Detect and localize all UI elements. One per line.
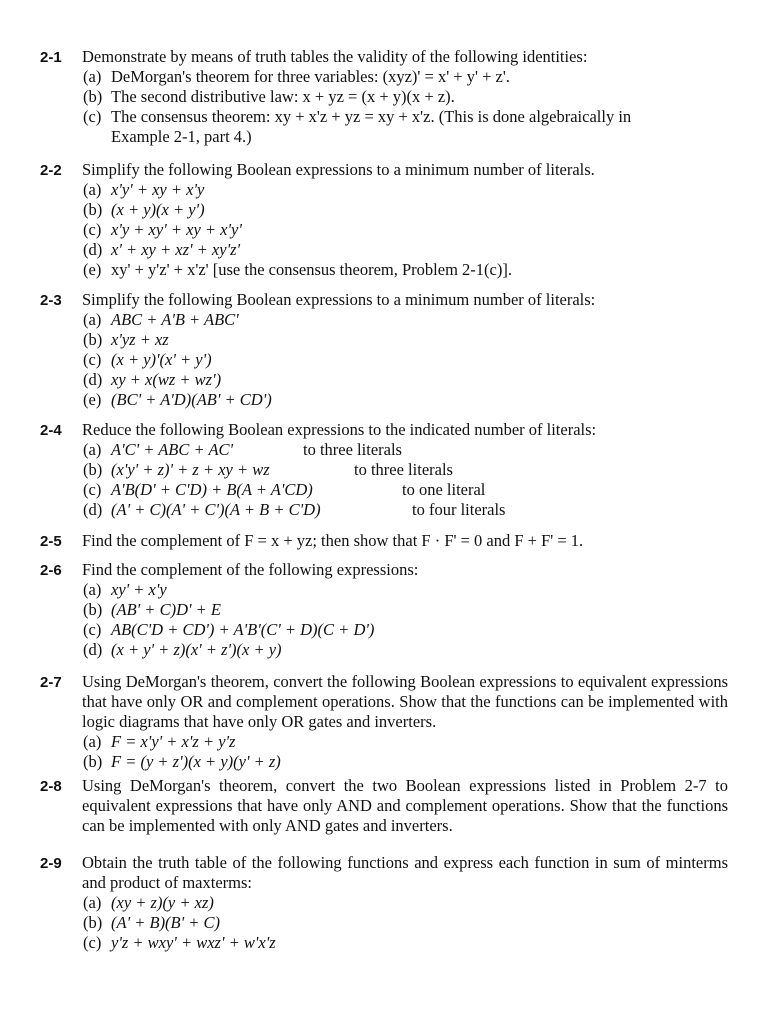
part-label: (c)	[83, 480, 102, 499]
part-label: (b)	[83, 200, 103, 219]
problem-number: 2-9	[40, 855, 62, 872]
part-b	[82, 600, 728, 620]
part-label: (e)	[83, 390, 102, 409]
part-expression: xy' + x'y	[111, 580, 167, 599]
part-label: (c)	[83, 107, 102, 126]
part-expression: xy' + y'z' + x'z' [use the consensus theorem, Problem 2-1(c)].	[111, 260, 512, 279]
part-label: (b)	[83, 460, 103, 479]
part-a	[82, 440, 728, 460]
part-c	[82, 350, 728, 370]
problem-statement: Obtain the truth table of the following functions and express each function in sum of minterms and product of maxterms:	[82, 853, 728, 892]
part-b	[82, 460, 728, 480]
problem-statement: Demonstrate by means of truth tables the validity of the following identities:	[82, 47, 588, 66]
problem-statement: Simplify the following Boolean expressions to a minimum number of literals.	[82, 160, 595, 179]
part-expression: (AB' + C)D' + E	[111, 600, 221, 619]
part-a	[82, 893, 728, 913]
part-expression: x'y' + xy + x'y	[111, 180, 205, 199]
part-c-continuation: Example 2-1, part 4.)	[111, 127, 252, 146]
part-label: (a)	[83, 310, 102, 329]
part-label: (b)	[83, 913, 103, 932]
part-label: (a)	[83, 732, 102, 751]
part-expression: (x'y' + z)' + z + xy + wz	[111, 460, 270, 479]
part-label: (d)	[83, 240, 103, 259]
part-expression: F = x'y' + x'z + y'z	[111, 732, 236, 751]
part-label: (a)	[83, 580, 102, 599]
problem-statement: Simplify the following Boolean expressions to a minimum number of literals:	[82, 290, 596, 309]
part-expression: y'z + wxy' + wxz' + w'x'z	[111, 933, 276, 952]
part-label: (c)	[83, 933, 102, 952]
problem-number: 2-1	[40, 49, 62, 66]
part-b	[82, 752, 728, 772]
part-expression: F = (y + z')(x + y)(y' + z)	[111, 752, 281, 771]
problem-number: 2-8	[40, 778, 62, 795]
part-c	[82, 933, 728, 953]
part-label: (d)	[83, 370, 103, 389]
part-label: (d)	[83, 640, 103, 659]
part-b	[82, 913, 728, 933]
part-d	[82, 640, 728, 660]
problem-statement: Find the complement of F = x + yz; then show that F · F' = 0 and F + F' = 1.	[82, 531, 584, 550]
problem-number: 2-2	[40, 162, 62, 179]
part-expression: (x + y)(x + y')	[111, 200, 205, 219]
part-expression: xy + x(wz + wz')	[111, 370, 222, 389]
part-c	[82, 480, 728, 500]
part-expression: x'yz + xz	[111, 330, 169, 349]
part-text: The second distributive law: x + yz = (x + y)(x + z).	[111, 87, 455, 106]
problem-number: 2-6	[40, 562, 62, 579]
part-c	[82, 620, 728, 640]
problem-statement: Find the complement of the following expressions:	[82, 560, 419, 579]
part-label: (a)	[83, 893, 102, 912]
part-b	[82, 200, 728, 220]
part-label: (b)	[83, 87, 103, 106]
part-label: (a)	[83, 67, 102, 86]
part-label: (b)	[83, 600, 103, 619]
part-label: (e)	[83, 260, 102, 279]
problem-number: 2-7	[40, 674, 62, 691]
part-note: to three literals	[303, 440, 402, 459]
part-expression: AB(C'D + CD') + A'B'(C' + D)(C + D')	[111, 620, 375, 639]
part-d	[82, 500, 728, 520]
part-b	[82, 87, 728, 107]
problem-number: 2-5	[40, 533, 62, 550]
part-label: (d)	[83, 500, 103, 519]
part-expression: x' + xy + xz' + xy'z'	[111, 240, 241, 259]
problem-statement: Using DeMorgan's theorem, convert the following Boolean expressions to equivalent expressions that have only OR and complement operations. Show that the functions can be implemented with logic diagrams that have only OR gates and inverters.	[82, 672, 728, 731]
problem-statement: Reduce the following Boolean expressions to the indicated number of literals:	[82, 420, 597, 439]
part-label: (c)	[83, 350, 102, 369]
part-a	[82, 580, 728, 600]
part-label: (a)	[83, 180, 102, 199]
part-label: (b)	[83, 752, 103, 771]
part-a	[82, 310, 728, 330]
part-c	[82, 220, 728, 240]
part-expression: (x + y)'(x' + y')	[111, 350, 212, 369]
part-expression: (x + y' + z)(x' + z')(x + y)	[111, 640, 282, 659]
part-a	[82, 180, 728, 200]
part-text: The consensus theorem: xy + x'z + yz = xy + x'z. (This is done algebraically in	[111, 107, 632, 126]
part-text: DeMorgan's theorem for three variables: (xyz)' = x' + y' + z'.	[111, 67, 510, 86]
part-expression: ABC + A'B + ABC'	[111, 310, 239, 329]
problem-statement: Using DeMorgan's theorem, convert the two Boolean expressions listed in Problem 2-7 to equivalent expressions that have only AND and complement operations. Show that the functions can be implemented with only AND gates and inverters.	[82, 776, 728, 835]
part-label: (c)	[83, 220, 102, 239]
part-note: to one literal	[402, 480, 486, 499]
part-e	[82, 390, 728, 410]
part-e	[82, 260, 728, 280]
part-a	[82, 732, 728, 752]
part-b	[82, 330, 728, 350]
part-d	[82, 370, 728, 390]
part-note: to three literals	[354, 460, 453, 479]
part-expression: (A' + B)(B' + C)	[111, 913, 221, 932]
part-expression: A'B(D' + C'D) + B(A + A'CD)	[111, 480, 313, 499]
part-label: (a)	[83, 440, 102, 459]
part-label: (c)	[83, 620, 102, 639]
part-a	[82, 67, 728, 87]
part-expression: x'y + xy' + xy + x'y'	[111, 220, 242, 239]
part-expression: (A' + C)(A' + C')(A + B + C'D)	[111, 500, 321, 519]
part-expression: (xy + z)(y + xz)	[111, 893, 214, 912]
part-note: to four literals	[412, 500, 506, 519]
part-label: (b)	[83, 330, 103, 349]
part-c	[82, 107, 728, 127]
problem-number: 2-4	[40, 422, 62, 439]
problem-number: 2-3	[40, 292, 62, 309]
part-expression: A'C' + ABC + AC'	[111, 440, 234, 459]
part-expression: (BC' + A'D)(AB' + CD')	[111, 390, 272, 409]
part-d	[82, 240, 728, 260]
